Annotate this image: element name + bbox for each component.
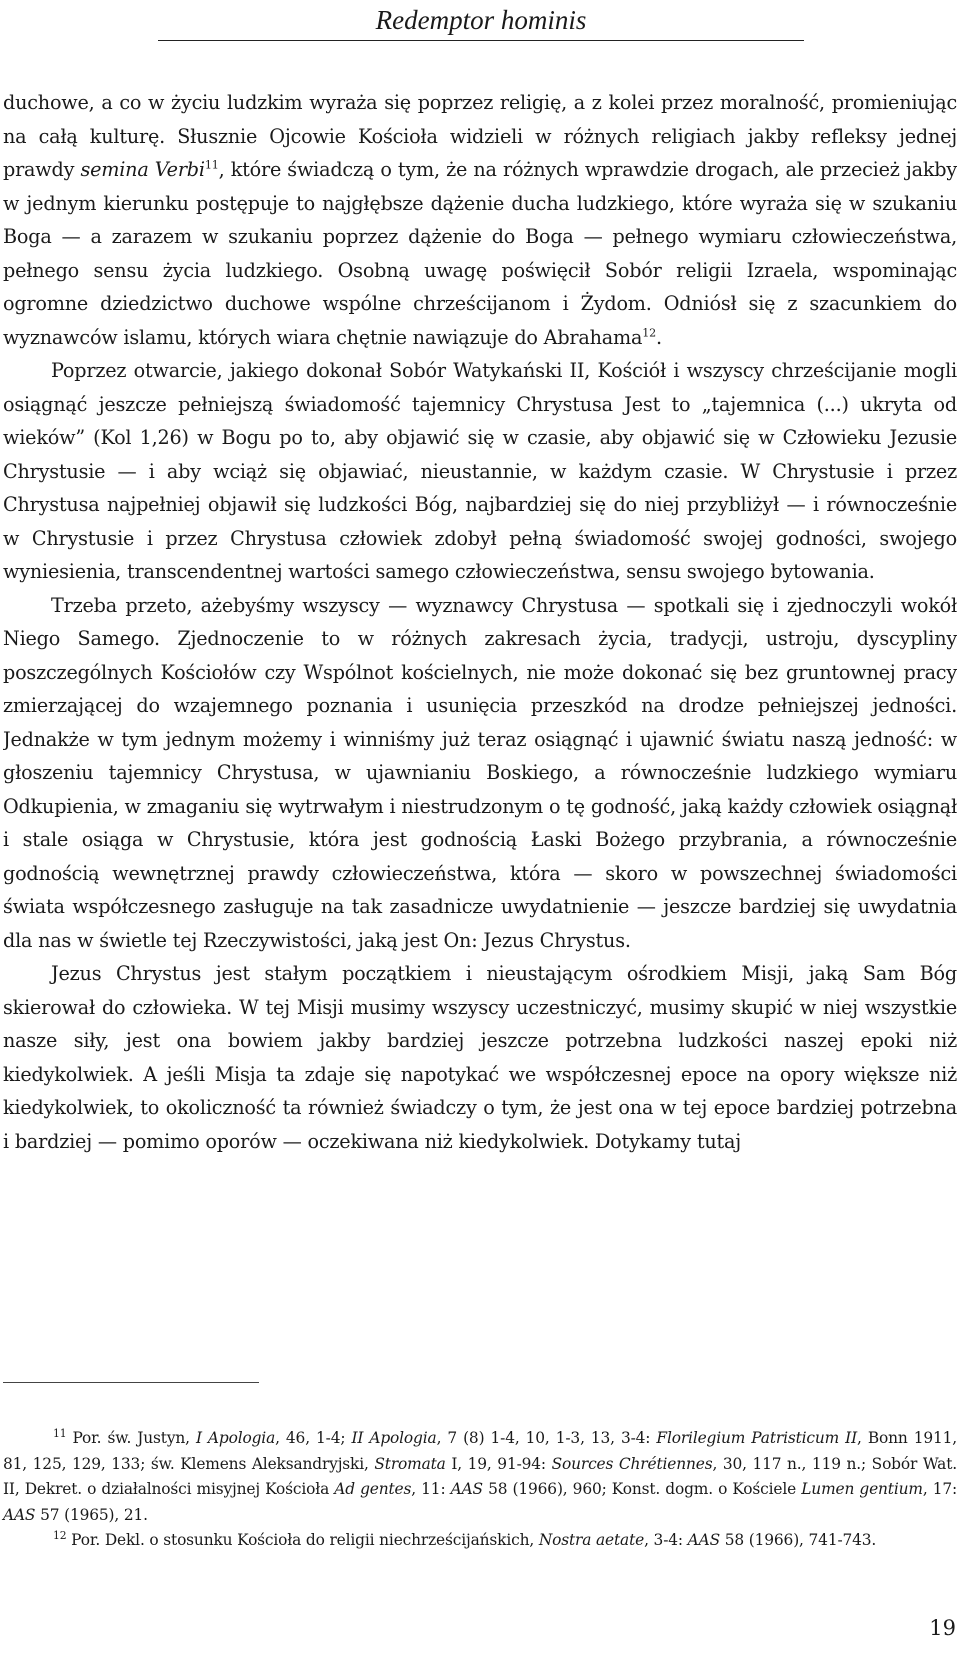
footnote-work-title: II Apologia xyxy=(351,1429,437,1447)
footnote-12 xyxy=(3,1528,957,1554)
footnote-work-title: Nostra aetate xyxy=(538,1531,645,1549)
footnote-number: 12 xyxy=(53,1528,67,1542)
footnote-number: 11 xyxy=(53,1426,67,1440)
footnote-text: , 46, 1-4; xyxy=(275,1429,352,1447)
paragraph-3: Trzeba przeto, ażebyśmy wszyscy — wyznawcy Chrystusa — spotkali się i zjednoczyli wokół Niego Samego. Zjednoczenie to w różnych zakresach życia, tradycji, ustroju, dyscypliny poszczególnych Kościołów czy Wspólnot kościelnych, nie może dokonać się bez gruntownej pracy zmierzającej do wzajemnego poznania i usunięcia przeszkód na drodze pełniejszej jedności. Jednakże w tym jednym możemy i winniśmy już teraz osiągnąć i ujawnić światu naszą jedność: w głoszeniu tajemnicy Chrystusa, w ujawnianiu Boskiego, a równocześnie ludzkiego wymiaru Odkupienia, w zmaganiu się wytrwałym i niestrudzonym o tę godność, jaką każdy człowiek osiągnął i stale osiąga w Chrystusie, która jest godnością Łaski Bożego przybrania, a równocześnie godnością wewnętrznej prawdy człowieczeństwa, która — skoro w powszechnej świadomości świata współczesnego zasługuje na tak zasadnicze uwydatnienie — jeszcze bardziej się uwydatnia dla nas w świetle tej Rzeczywistości, jaką jest On: Jezus Chrystus. xyxy=(3,593,957,952)
footnote-work-title: Stromata xyxy=(374,1454,446,1473)
footnote-text: Por. Dekl. o stosunku Kościoła do religii niechrześcijańskich, xyxy=(66,1531,539,1549)
footnote-text: , 7 (8) 1-4, 10, 1-3, 13, 3-4: xyxy=(436,1429,657,1447)
footnote-text: Por. św. Justyn, xyxy=(66,1429,196,1447)
footnote-rule xyxy=(3,1382,259,1383)
footnote-text: 58 (1966), 960; Konst. dogm. o Kościele xyxy=(482,1480,802,1498)
footnote-text: , Bonn 1911, 81, 125, 129, 133; św. Klemens Aleksandryjski, xyxy=(3,1429,958,1473)
footnote-text: 57 (1965), 21. xyxy=(35,1505,148,1524)
footnote-ref-12: 12 xyxy=(642,326,657,340)
footnote-work-title: Ad gentes xyxy=(334,1480,412,1498)
paragraph-1-text: duchowe, a co w życiu ludzkim wyraża się poprzez religię, a z kolei przez moralność, promieniując na całą kulturę. Słusznie Ojcowie Kościoła widzieli w różnych religiach jakby refleksy jednej prawdy xyxy=(3,91,957,181)
footnote-work-title: Florilegium Patristicum II xyxy=(656,1429,858,1447)
footnote-work-title: AAS xyxy=(3,1505,36,1524)
paragraph-1-end: . xyxy=(656,325,662,349)
footnote-text: , 30, 117 n., 119 n.; Sobór Wat. II, Dekret. o działalności misyjnej Kościoła xyxy=(3,1454,957,1498)
page-number: 19 xyxy=(929,1616,956,1640)
paragraph-1-text-cont: , które świadczą o tym, że na różnych wprawdzie drogach, ale przecież jakby w jednym kierunku postępuje to najgłębsze dążenie ducha ludzkiego, które wyraża się w szukaniu Boga — a zarazem w szukaniu poprzez dążenie do Boga — pełnego wymiaru człowieczeństwa, pełnego sensu życia ludzkiego. Osobną uwagę poświęcił Sobór religii Izraela, wspominając ogromne dziedzictwo duchowe wspólne chrześcijanom i Żydom. Odniósł się z szacunkiem do wyznawców islamu, których wiara chętnie nawiązuje do Abrahama xyxy=(3,158,957,349)
footnote-text: , 11: xyxy=(411,1480,451,1498)
footnote-work-title: Lumen gentium xyxy=(801,1480,923,1498)
footnote-work-title: Sources Chrétiennes xyxy=(551,1454,713,1473)
footnote-11 xyxy=(3,1426,957,1528)
semina-verbi-term: semina Verbi xyxy=(80,158,205,181)
paragraph-1 xyxy=(3,86,957,354)
paragraph-4: Jezus Chrystus jest stałym początkiem i nieustającym ośrodkiem Misji, jaką Sam Bóg skierował do człowieka. W tej Misji musimy wszyscy uczestniczyć, musimy skupić w niej wszystkie nasze siły, jest ona bowiem jakby bardziej jeszcze potrzebna ludzkości naszej epoki niż kiedykolwiek. A jeśli Misja ta zdaje się napotykać we współczesnej epoce na opory większe niż kiedykolwiek, to okoliczność ta również świadczy o tym, że jest ona w tej epoce bardziej potrzebna i bardziej — pomimo oporów — oczekiwana niż kiedykolwiek. Dotykamy tutaj xyxy=(3,962,957,1153)
footnote-work-title: I Apologia xyxy=(195,1429,276,1447)
footnote-ref-11: 11 xyxy=(204,158,219,172)
footnote-work-title: AAS xyxy=(450,1480,483,1498)
footnote-text: , 3-4: xyxy=(644,1531,688,1549)
footnote-text: 58 (1966), 741-743. xyxy=(720,1531,877,1549)
footnotes xyxy=(3,1426,957,1554)
header-rule xyxy=(158,40,804,41)
main-text xyxy=(3,86,957,1366)
footnote-text: , 17: xyxy=(922,1480,958,1498)
footnote-text: I, 19, 91-94: xyxy=(445,1454,552,1473)
footnote-work-title: AAS xyxy=(687,1531,720,1549)
paragraph-2: Poprzez otwarcie, jakiego dokonał Sobór Watykański II, Kościół i wszyscy chrześcijanie mogli osiągnąć jeszcze pełniejszą świadomość tajemnicy Chrystusa Jest to „tajemnica (...) ukryta od wieków” (Kol 1,26) w Bogu po to, aby objawić się w czasie, aby objawić się w Człowieku Jezusie Chrystusie — i aby wciąż się objawiać, nieustannie, w każdym czasie. W Chrystusie i przez Chrystusa najpełniej objawił się ludzkości Bóg, najbardziej się do niej przybliżył — i równocześnie w Chrystusie i przez Chrystusa człowiek zdobył pełną świadomość swojej godności, swojego wyniesienia, transcendentnej wartości samego człowieczeństwa, sensu swojego bytowania. xyxy=(3,359,957,583)
running-title: Redemptor hominis xyxy=(375,5,587,35)
